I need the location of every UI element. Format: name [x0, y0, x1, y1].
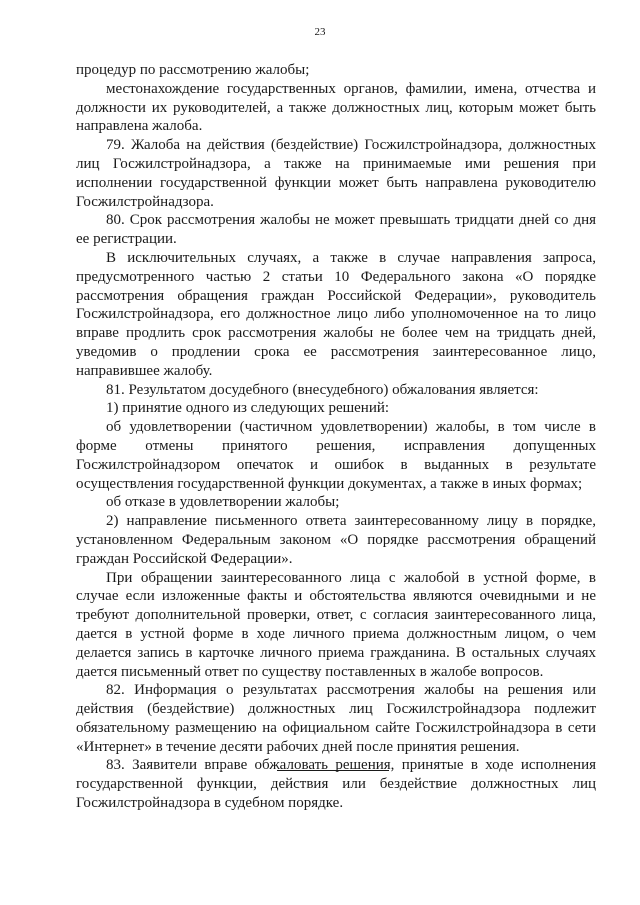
paragraph-refusal: об отказе в удовлетворении жалобы;	[106, 494, 340, 511]
paragraph-79: 79. Жалоба на действия (бездействие) Госжилстройнадзора, должностных лиц Госжилстройнадзора, а также на принимаемые ими решения при исполнении государственной функции может быть направлена руководителю Госжилстройнадзора.	[76, 137, 596, 210]
paragraph-continuation: процедур по рассмотрению жалобы;	[76, 62, 310, 78]
paragraph-oral-appeal: При обращении заинтересованного лица с жалобой в устной форме, в случае если изложенные факты и обстоятельства являются очевидными и не требуют дополнительной проверки, ответ, с согласия заинтересованного лица, дается в устной форме в ходе личного приема должностным лицом, о чем делается запись в карточке личного приема гражданина. В остальных случаях дается письменный ответ по существу поставленных в жалобе вопросов.	[76, 569, 596, 680]
paragraph-83: 83. Заявители вправе обжаловать решения, принятые в ходе исполнения государственной функции, действия или бездействие должностных лиц Госжилстройнадзора в судебном порядке.	[76, 757, 596, 812]
paragraph-location-info: местонахождение государственных органов, фамилии, имена, отчества и должности их руководителей, а также должностных лиц, которым может быть направлена жалоба.	[76, 80, 596, 135]
paragraph-satisfaction: об удовлетворении (частичном удовлетворении) жалобы, в том числе в форме отмены принятого решения, исправления допущенных Госжилстройнадзором опечаток и ошибок в выданных в результате осуществления государственной функции документах, а также в иных формах;	[76, 419, 596, 492]
paragraph-81-item-1: 1) принятие одного из следующих решений:	[106, 400, 390, 417]
paragraph-81-item-2: 2) направление письменного ответа заинтересованному лицу в порядке, установленном Федеральным законом «О порядке рассмотрения обращений граждан Российской Федерации».	[76, 513, 596, 567]
paragraph-81: 81. Результатом досудебного (внесудебного) обжалования является:	[106, 381, 539, 398]
end-divider-line	[277, 770, 389, 771]
paragraph-82: 82. Информация о результатах рассмотрения жалобы на решения или действия (бездействие) должностных лиц Госжилстройнадзора подлежит обязательному размещению на официальном сайте Госжилстройнадзора в сети «Интернет» в течение десяти рабочих дней после принятия решения.	[76, 682, 596, 755]
paragraph-exceptional-cases: В исключительных случаях, а также в случае направления запроса, предусмотренного частью 2 статьи 10 Федерального закона «О порядке рассмотрения обращения граждан Российской Федерации», руководитель Госжилстройнадзора, его должностное лицо либо уполномоченное на то лицо вправе продлить срок рассмотрения жалобы не более чем на тридцать дней, уведомив о продлении срока ее рассмотрения заинтересованное лицо, направившее жалобу.	[76, 249, 596, 379]
page-number: 23	[314, 26, 326, 38]
paragraph-80: 80. Срок рассмотрения жалобы не может превышать тридцати дней со дня ее регистрации.	[76, 212, 596, 248]
document-body	[76, 61, 596, 813]
